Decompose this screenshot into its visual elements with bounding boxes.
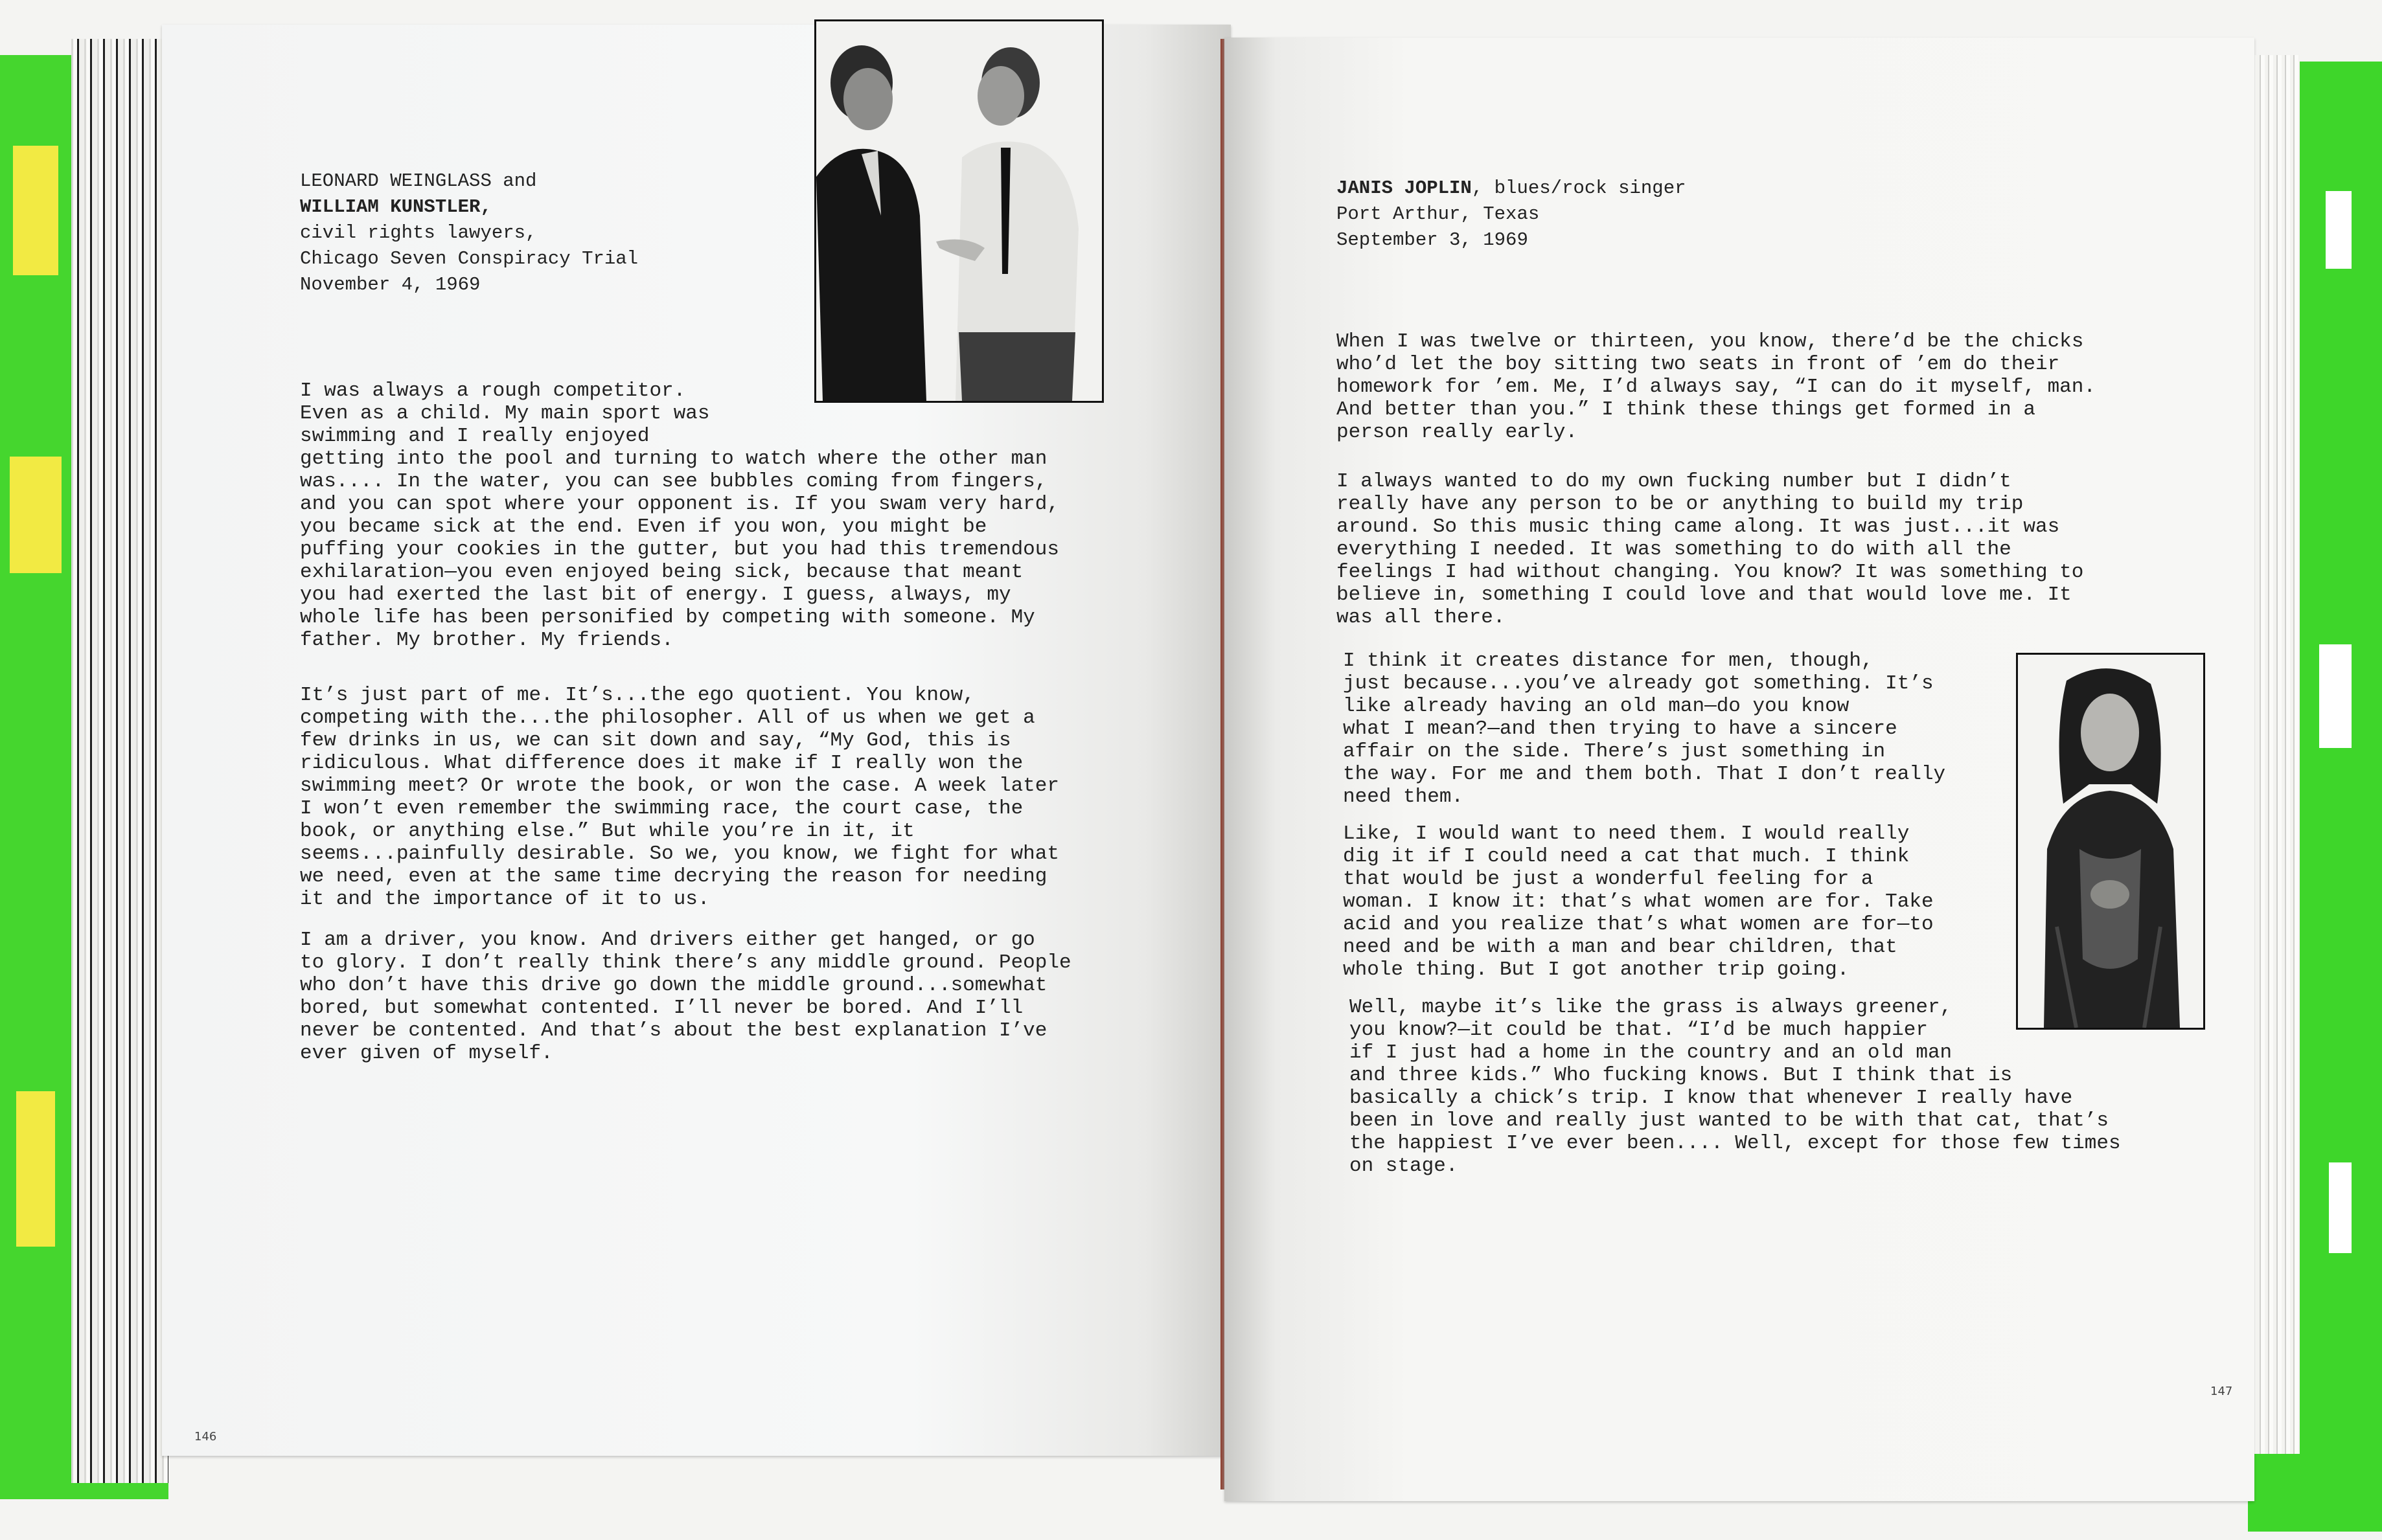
cover-stripe — [10, 457, 62, 573]
photo-caption — [300, 168, 638, 298]
cover-stripe — [13, 146, 58, 275]
portrait-photo-janis-joplin — [2016, 653, 2205, 1030]
portrait-photo-weinglass-kunstler — [814, 19, 1104, 403]
photo-image — [2018, 655, 2203, 1028]
cover-stripe — [2326, 191, 2352, 269]
caption-line — [1336, 176, 1686, 201]
page-number: 147 — [2210, 1385, 2233, 1398]
caption-line: civil rights lawyers, — [300, 222, 537, 243]
photo-image — [816, 21, 1102, 401]
subject-role: , blues/rock singer — [1471, 177, 1686, 199]
caption-line: September 3, 1969 — [1336, 229, 1528, 251]
interview-paragraph: I was always a rough competitor. Even as a child. My main sport was swimming and I really enjoyed getting into the pool and turning to watch where the other man was.... In the water, you can see bubbles coming from fingers, and you can spot where your opponent is. If you swam very hard, you became sick at the end. Even if you won, you might be puffing your cookies in the gutter, but you had this tremendous exhilaration—you even enjoyed being sick, because that meant you had exerted the last bit of energy. I guess, always, my whole life has been personified by competing with someone. My father. My brother. My friends. — [300, 379, 1059, 651]
caption-line: WILLIAM KUNSTLER, — [300, 196, 492, 218]
cover-stripe — [2329, 1162, 2352, 1253]
photo-caption — [1336, 176, 1686, 253]
page-number: 146 — [194, 1430, 217, 1444]
interview-paragraph: I am a driver, you know. And drivers either get hanged, or go to glory. I don’t really think there’s any middle ground. People who don’t have this drive go down the middle ground...somewhat bored, but somewhat contented. I’ll never be bored. And I’ll never be contented. And that’s about the best explanation I’ve ever given of myself. — [300, 929, 1071, 1065]
page-edges-left — [71, 39, 168, 1483]
left-page — [162, 25, 1231, 1456]
subject-name: JANIS JOPLIN — [1336, 177, 1472, 199]
cover-stripe — [2319, 644, 2352, 748]
interview-paragraph: Like, I would want to need them. I would really dig it if I could need a cat that much. I think that would be just a wonderful feeling for a woman. I know it: that’s what women are for. Take acid and you realize that’s what women are for—to need and be with a man and bear children, that whole thing. But I got another trip going. — [1343, 822, 1934, 981]
interview-paragraph: I always wanted to do my own fucking number but I didn’t really have any person to be or anything to build my trip around. So this music thing came along. It was just...it was everything I needed. It was something to do with all the feelings I had without changing. You know? It was something to believe in, something I could love and that would love me. It was all there. — [1336, 470, 2084, 629]
caption-line: Chicago Seven Conspiracy Trial — [300, 248, 639, 269]
interview-paragraph: It’s just part of me. It’s...the ego quotient. You know, competing with the...the philosopher. All of us when we get a few drinks in us, we can sit down and say, “My God, this is ridiculous. What difference does it make if I really won the swimming meet? Or wrote the book, or won the case. A week later I won’t even remember the swimming race, the court case, the book, or anything else.” But while you’re in it, it seems...painfully desirable. So we, you know, we fight for what we need, even at the same time decrying the reason for needing it and the importance of it to us. — [300, 684, 1059, 911]
caption-line: LEONARD WEINGLASS and — [300, 170, 537, 192]
right-page — [1224, 38, 2254, 1501]
caption-line: November 4, 1969 — [300, 274, 481, 295]
cover-stripe — [16, 1091, 55, 1247]
caption-line: Port Arthur, Texas — [1336, 203, 1540, 225]
interview-paragraph: Well, maybe it’s like the grass is always greener, you know?—it could be that. “I’d be much happier if I just had a home in the country and an old man and three kids.” Who fucking knows. But I think that is basically a chick’s trip. I know that whenever I really have been in love and really just wanted to be with that cat, that’s the happiest I’ve ever been.... Well, except for those few times on stage. — [1349, 996, 2121, 1177]
page-edges-right — [2248, 55, 2300, 1454]
interview-paragraph: I think it creates distance for men, though, just because...you’ve already got something. It’s like already having an old man—do you know what I mean?—and then trying to have a sincere affair on the side. There’s just something in the way. For me and them both. That I don’t really need them. — [1343, 650, 1946, 808]
interview-paragraph: When I was twelve or thirteen, you know, there’d be the chicks who’d let the boy sitting two seats in front of ’em do their homework for ’em. Me, I’d always say, “I can do it myself, man. And better than you.” I think these things get formed in a person really early. — [1336, 330, 2096, 444]
